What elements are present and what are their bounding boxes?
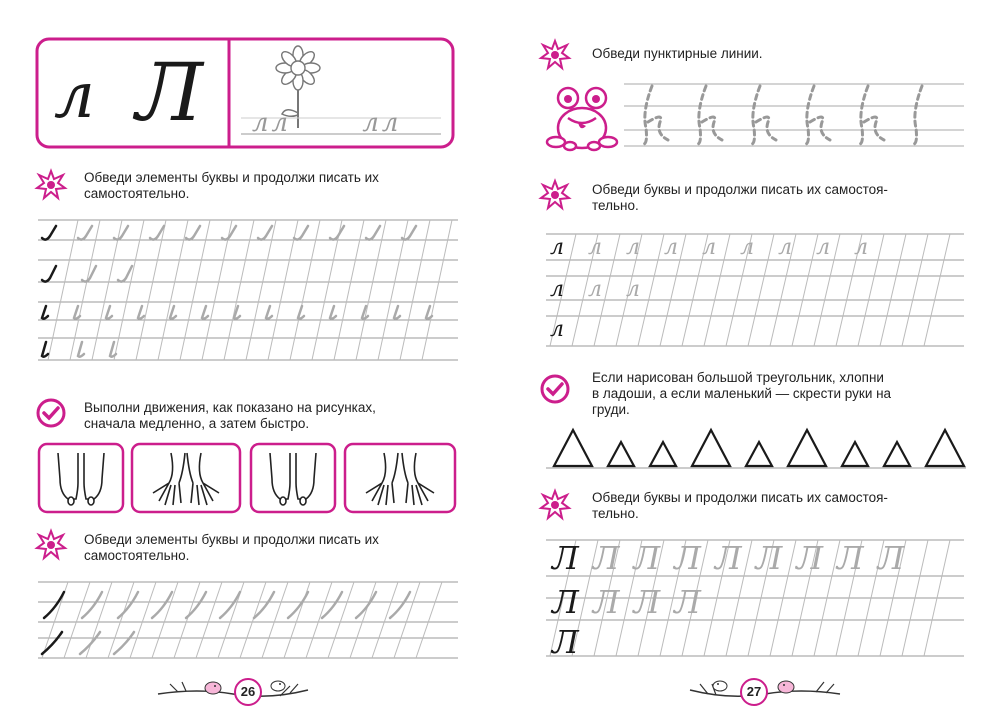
triangle-big	[554, 430, 592, 466]
task2-instruction: Выполни движения, как показано на рисунках, сначала медленно, а затем быстро.	[84, 400, 376, 431]
hand-card-4	[344, 443, 456, 513]
bird-icon	[271, 681, 285, 691]
writing-grid-2	[38, 578, 458, 662]
task1-instruction-right: Обведи пунктирные линии.	[592, 46, 763, 61]
capital-letter-row-2: Л Л Л Л	[552, 583, 701, 621]
hand-card-2	[131, 443, 241, 513]
triangle-small	[650, 442, 676, 466]
page-number-left: 26	[234, 678, 262, 706]
triangle-big	[926, 430, 964, 466]
letter-row-2: л л л	[550, 277, 641, 302]
task4-instruction-right: Обведи буквы и продолжи писать их самостоя- тельно.	[592, 490, 888, 521]
page-number-right: 27	[740, 678, 768, 706]
hand-card-3	[250, 443, 336, 513]
triangles-row	[546, 426, 966, 470]
bird-icon	[778, 681, 794, 693]
star-burst-icon	[540, 490, 570, 520]
triangle-big	[788, 430, 826, 466]
letter-lowercase: л	[54, 59, 95, 133]
star-burst-icon	[36, 170, 66, 200]
hand-card-1	[38, 443, 124, 513]
star-burst-icon	[540, 40, 570, 70]
star-burst-icon	[36, 530, 66, 560]
task2-instruction-right: Обведи буквы и продолжи писать их самостоя- тельно.	[592, 182, 888, 213]
star-burst-icon	[540, 180, 570, 210]
letter-uppercase: Л	[136, 46, 203, 139]
capital-letter-row-3: Л	[552, 623, 579, 661]
task3-instruction: Обведи элементы буквы и продолжи писать их самостоятельно.	[84, 532, 379, 563]
frog-icon	[544, 84, 620, 152]
check-circle-icon	[36, 398, 66, 428]
triangle-small	[608, 442, 634, 466]
capital-letter-row-1: Л Л Л Л Л Л Л Л Л	[552, 539, 905, 577]
triangle-small	[884, 442, 910, 466]
triangle-small	[746, 442, 772, 466]
right-page	[500, 0, 1000, 725]
triangle-small	[842, 442, 868, 466]
letter-row-3: л	[550, 317, 565, 342]
dotted-tracing-lines	[624, 82, 964, 152]
branch-ornament	[158, 676, 308, 706]
letter-row-1: л л л л л л л л л	[550, 235, 869, 260]
writing-grid-1	[38, 210, 458, 370]
check-circle-icon	[540, 374, 570, 404]
task3-instruction-right: Если нарисован большой треугольник, хлопни в ладоши, а если маленький — скрести руки на груди.	[592, 370, 892, 417]
letter-big-small	[48, 46, 228, 139]
triangle-big	[692, 430, 730, 466]
flower-caption: лл лл	[252, 108, 402, 138]
task1-instruction: Обведи элементы буквы и продолжи писать их самостоятельно.	[84, 170, 379, 201]
bird-icon	[205, 682, 221, 694]
bird-icon	[713, 681, 727, 691]
